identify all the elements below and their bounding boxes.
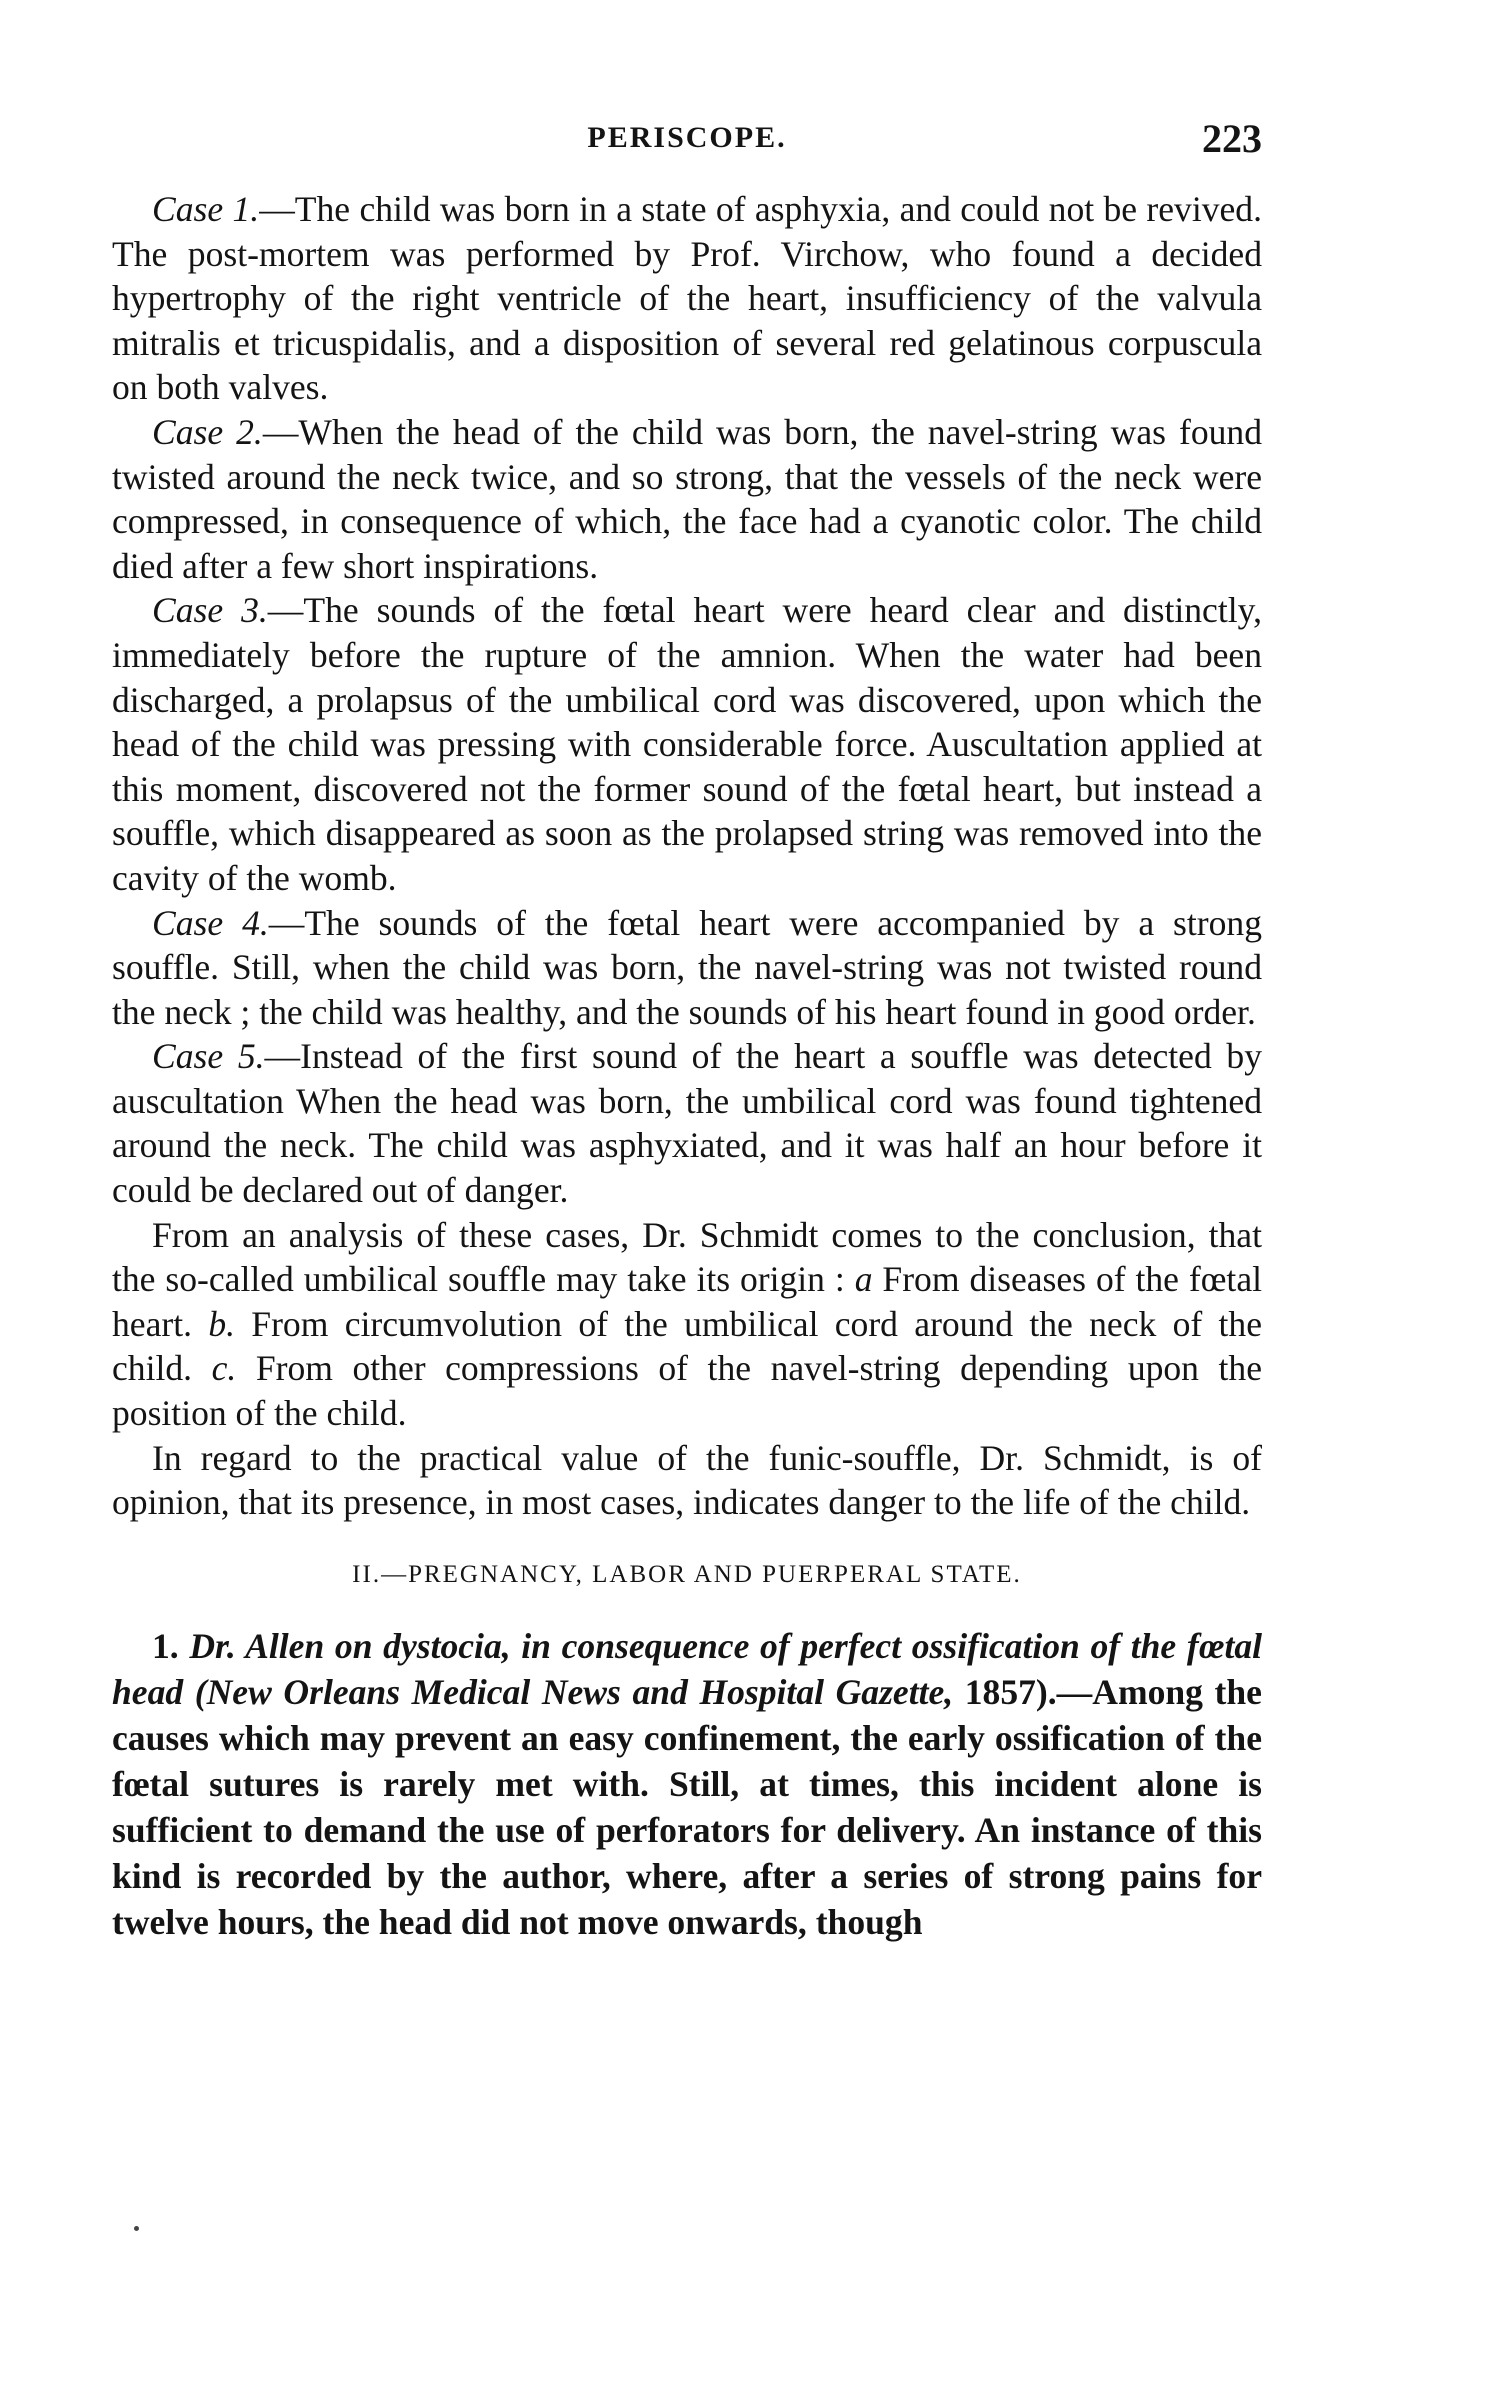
- article-text: —Among the causes which may prevent an easy confinement, the early ossification of the fœtal sutures is rarely met with. Still, at times, this incident alone is sufficient to demand the use of perforators for delivery. An instance of this kind is recorded by the author, where, after a series of strong pains for twelve hours, the head did not move onwards, though: [112, 1671, 1262, 1942]
- practical-value-paragraph: In regard to the practical value of the funic-souffle, Dr. Schmidt, is of opinion, that its presence, in most cases, indicates danger to the life of the child.: [112, 1437, 1262, 1523]
- conclusion-paragraph: [112, 1213, 1262, 1436]
- stray-ink-mark: [134, 2226, 139, 2231]
- article-paragraph: [112, 1623, 1262, 1945]
- body-text: [112, 187, 1262, 1945]
- conclusion-text-1: From an analysis of these cases, Dr. Schmidt comes to the conclusion, that the so-called umbilical souffle may take its origin :: [112, 1214, 1262, 1300]
- running-title: PERISCOPE.: [587, 121, 787, 154]
- case-1-label: Case 1.: [152, 189, 260, 229]
- conclusion-text-4: From other compressions of the navel-string depending upon the position of the child.: [112, 1348, 1262, 1434]
- case-1-paragraph: [112, 187, 1262, 410]
- article-year: 1857).: [953, 1671, 1057, 1712]
- conclusion-letter-a: a: [854, 1259, 873, 1300]
- case-4-text: —The sounds of the fœtal heart were accompanied by a strong souffle. Still, when the child was born, the navel-string was not twisted round the neck ; the child was healthy, and the sounds of his heart found in good order.: [112, 902, 1262, 1032]
- conclusion-letter-c: c.: [211, 1348, 237, 1389]
- section-heading: II.—PREGNANCY, LABOR AND PUERPERAL STATE.: [352, 1560, 1022, 1588]
- page-number: 223: [1202, 116, 1262, 161]
- conclusion-text-3: From circumvolution of the umbilical cord around the neck of the child.: [112, 1303, 1262, 1389]
- case-5-text: —Instead of the first sound of the heart a souffle was detected by auscultation When the head was born, the umbilical cord was found tightened around the neck. The child was asphyxiated, and it was half an hour before it could be declared out of danger.: [112, 1036, 1262, 1211]
- case-5-paragraph: [112, 1034, 1262, 1212]
- case-4-label: Case 4.: [152, 902, 269, 943]
- page: [112, 115, 1262, 1945]
- case-3-paragraph: [112, 588, 1262, 900]
- case-1-text: —The child was born in a state of asphyxia, and could not be revived. The post-mortem was performed by Prof. Virchow, who found a decided hypertrophy of the right ventricle of the heart, insufficiency of the valvula mitralis et tricuspidalis, and a disposition of several red gelatinous corpuscula on both valves.: [112, 189, 1262, 408]
- conclusion-text-2: From diseases of the fœtal heart.: [112, 1259, 1262, 1344]
- case-3-label: Case 3.: [152, 590, 268, 631]
- case-2-text: —When the head of the child was born, the navel-string was found twisted around the neck twice, and so strong, that the vessels of the neck were compressed, in consequence of which, the face had a cyanotic color. The child died after a few short inspirations.: [112, 411, 1262, 586]
- article-title: Dr. Allen on dystocia, in consequence of perfect ossification of the fœtal head (New Orleans Medical News and Hospital Gazette,: [112, 1625, 1262, 1712]
- article-number: 1.: [152, 1625, 190, 1666]
- case-4-paragraph: [112, 901, 1262, 1035]
- conclusion-letter-b: b.: [208, 1303, 235, 1344]
- case-5-label: Case 5.: [152, 1036, 265, 1077]
- case-2-paragraph: [112, 410, 1262, 588]
- case-3-text: —The sounds of the fœtal heart were heard clear and distinctly, immediately before the rupture of the amnion. When the water had been discharged, a prolapsus of the umbilical cord was discovered, upon which the head of the child was pressing with considerable force. Auscultation applied at this moment, discovered not the former sound of the fœtal heart, but instead a souffle, which disappeared as soon as the prolapsed string was removed into the cavity of the womb.: [112, 590, 1262, 898]
- page-header: [112, 115, 1262, 175]
- case-2-label: Case 2.: [152, 411, 263, 452]
